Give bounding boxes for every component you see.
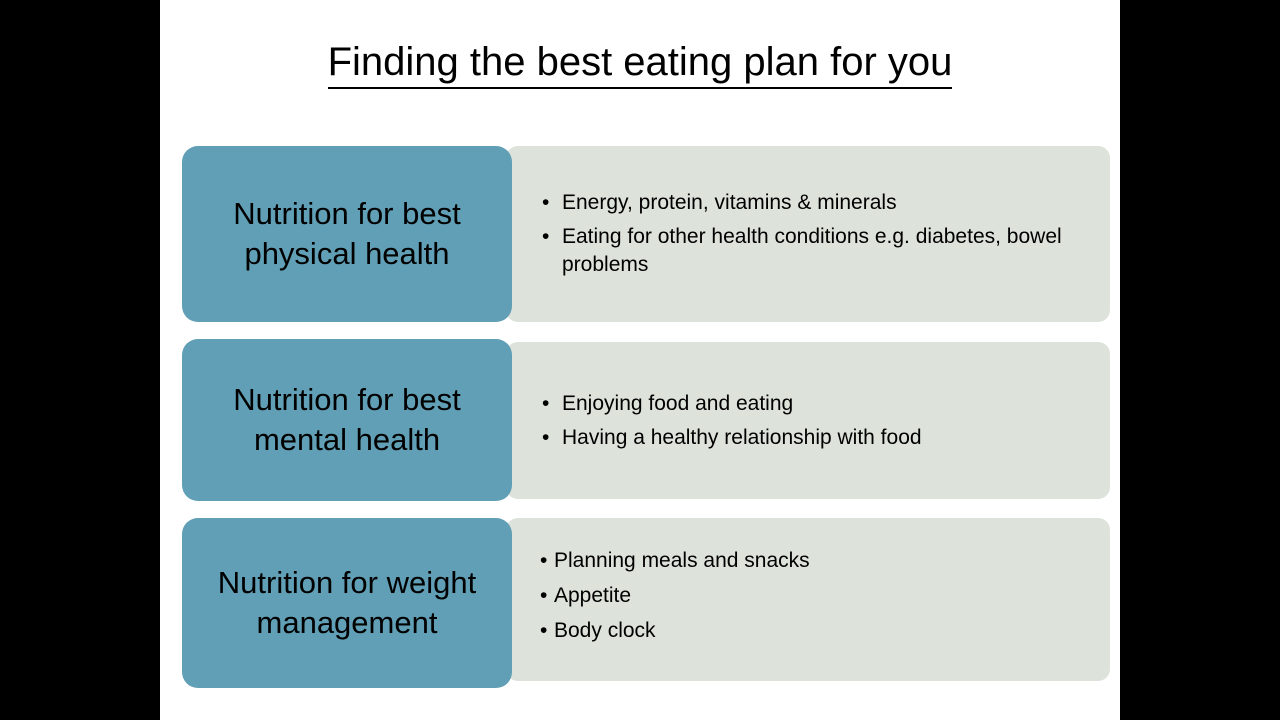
list-item: • Eating for other health conditions e.g. diabetes, bowel problems: [540, 223, 1084, 279]
list-item: • Having a healthy relationship with food: [540, 424, 1084, 452]
row-label-physical-health: [182, 146, 512, 322]
content-rows: [182, 146, 1110, 705]
row-label-text: Nutrition for best mental health: [233, 382, 461, 457]
row-body-weight-management: [506, 518, 1110, 681]
content-row: [182, 146, 1110, 322]
content-row: [182, 518, 1110, 688]
page-title-text: Finding the best eating plan for you: [328, 40, 953, 89]
list-item: • Planning meals and snacks: [540, 547, 1084, 575]
bullet-list: [540, 547, 1084, 652]
bullet-list: [540, 390, 1084, 452]
row-label-text: Nutrition for weight management: [217, 565, 477, 640]
bullet-list: [540, 189, 1084, 279]
list-item: • Energy, protein, vitamins & minerals: [540, 189, 1084, 217]
list-item: • Body clock: [540, 617, 1084, 645]
slide: [160, 0, 1120, 720]
page-title: [160, 38, 1120, 86]
row-label-weight-management: [182, 518, 512, 688]
list-item: • Enjoying food and eating: [540, 390, 1084, 418]
list-item: • Appetite: [540, 582, 1084, 610]
row-body-physical-health: [506, 146, 1110, 322]
content-row: [182, 339, 1110, 501]
row-label-mental-health: [182, 339, 512, 501]
row-body-mental-health: [506, 342, 1110, 499]
row-label-text: Nutrition for best physical health: [233, 196, 461, 271]
